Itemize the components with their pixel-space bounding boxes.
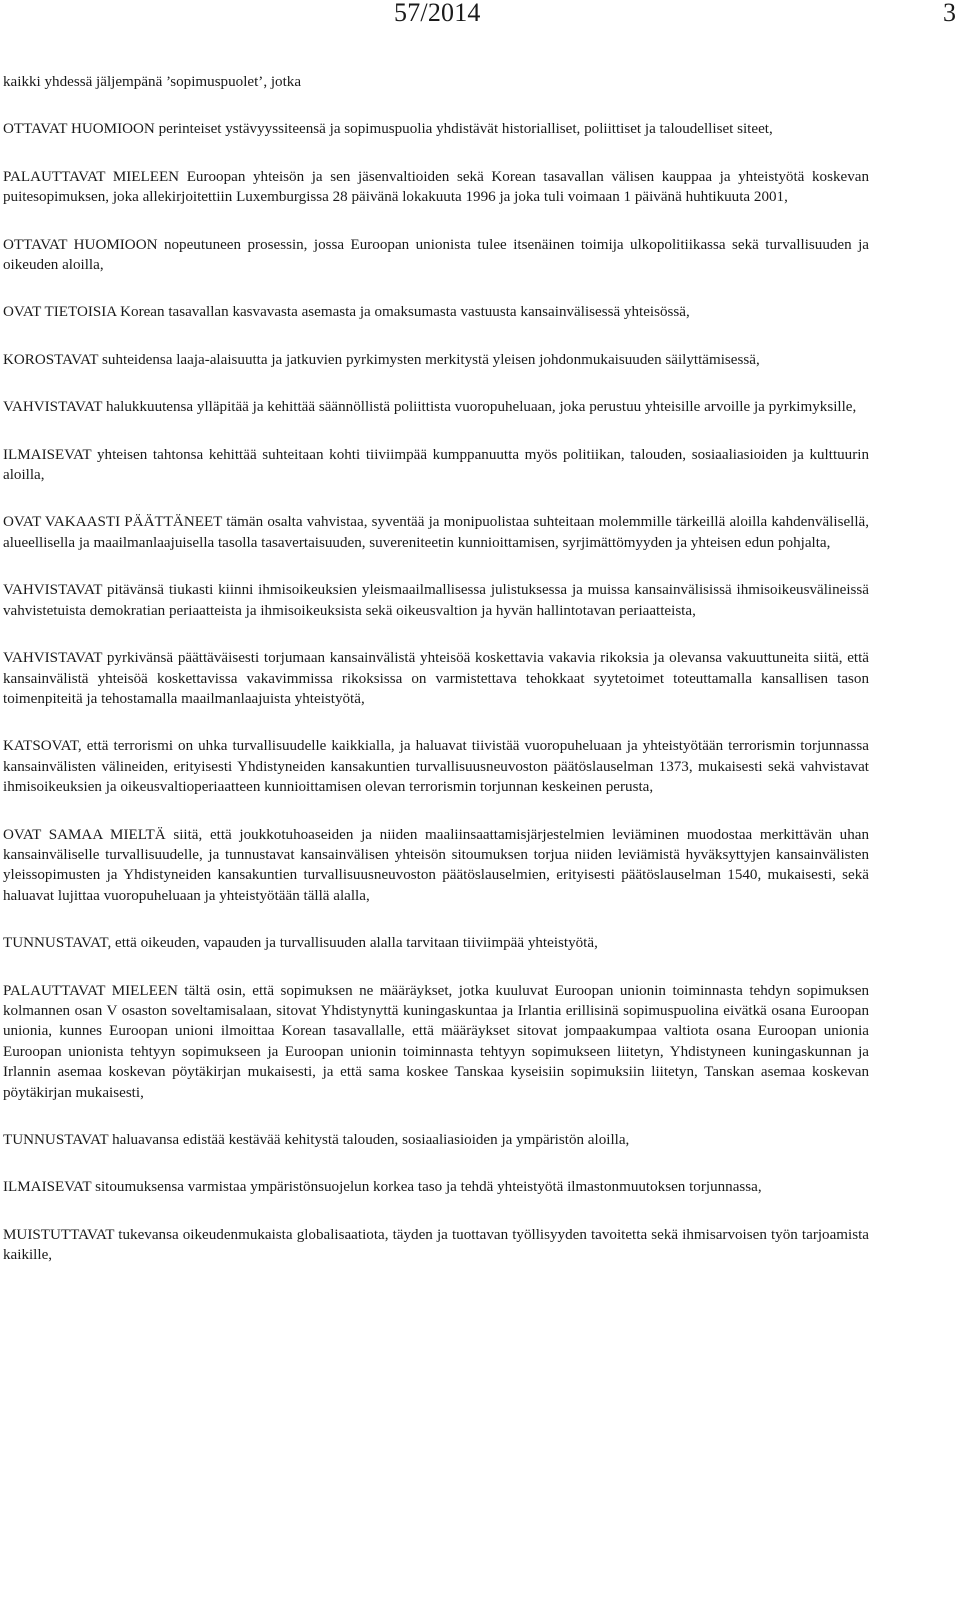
paragraph-intro: kaikki yhdessä jäljempänä ’sopimuspuolet’, jotka [3, 74, 302, 90]
issue-number: 57/2014 [394, 0, 481, 27]
paragraph-recital: KATSOVAT, että terrorismi on uhka turvallisuudelle kaikkialla, ja haluavat tiivistää vuoropuheluaan ja yhteistyötään terrorismin torjunnassa kansainvälisten välineiden, erityisesti Yhdistyneiden kansakuntien turvallisuusneuvoston päätöslauselman 1373, mukaisesti sekä vahvistavat ihmisoikeuksien ja oikeusvaltioperiaatteen kunnioittamisen olevan terrorismin torjunnan keskeinen perusta, [3, 738, 869, 796]
paragraph-recital: PALAUTTAVAT MIELEEN tältä osin, että sopimuksen ne määräykset, jotka kuuluvat Euroopan unionin toiminnasta tehdyn sopimuksen kolmannen osan V osaston soveltamisalaan, sitovat Yhdistynyttä kuningaskuntaa ja Irlantia erillisinä sopimuspuolina eivätkä osana Euroopan unionia, kunnes Euroopan unioni ilmoittaa Korean tasavallalle, että määräykset sitovat jompaakumpaa valtiota osana Euroopan unionia Euroopan unionista tehtyyn sopimukseen ja Euroopan unionin toiminnasta tehtyyn sopimukseen liitetyn, Yhdistyneen kuningaskunnan ja Irlannin asemaa koskevan pöytäkirjan mukaisesti, ja että sama koskee Tanskaa kyseisiin sopimuksiin liitetyn, Tanskan asemaa koskevan pöytäkirjan mukaisesti, [3, 982, 869, 1101]
paragraph-recital: VAHVISTAVAT pitävänsä tiukasti kiinni ihmisoikeuksien yleismaailmallisessa julistuksessa ja muissa kansainvälisissä ihmisoikeusvälineissä vahvistetuista demokratian periaatteista ja ihmisoikeuksista sekä oikeusvaltion ja hyvän hallintotavan periaatteista, [3, 582, 869, 619]
paragraph-recital: TUNNUSTAVAT, että oikeuden, vapauden ja turvallisuuden alalla tarvitaan tiiviimpää yhteistyötä, [3, 935, 598, 952]
paragraph-recital: ILMAISEVAT sitoumuksensa varmistaa ympäristönsuojelun korkea taso ja tehdä yhteistyötä ilmastonmuutoksen torjunnassa, [3, 1179, 762, 1196]
paragraph-recital: OVAT VAKAASTI PÄÄTTÄNEET tämän osalta vahvistaa, syventää ja monipuolistaa suhteitaan molemmille tärkeillä aloilla kahdenvälisellä, alueellisella ja maailmanlaajuisella tasolla tasavertaisuuden, suvereniteetin kunnioittamisen, syrjimättömyyden ja yhteisen edun pohjalta, [3, 514, 869, 551]
paragraph-recital: VAHVISTAVAT halukkuutensa ylläpitää ja kehittää säännöllistä poliittista vuoropuheluaan, joka perustuu yhteisille arvoille ja pyrkimyksille, [3, 399, 857, 416]
paragraph-recital: OTTAVAT HUOMIOON perinteiset ystävyyssiteensä ja sopimuspuolia yhdistävät historialliset, poliittiset ja taloudelliset siteet, [3, 121, 773, 138]
page-number: 3 [943, 0, 956, 27]
document-body [3, 72, 869, 1293]
paragraph-recital: VAHVISTAVAT pyrkivänsä päättäväisesti torjumaan kansainvälistä yhteisöä koskettavia vakavia rikoksia ja olevansa vakuuttuneita siitä, että kansainvälistä yhteisöä koskettavissa vakavimmissa rikoksissa on varmistettava tehokkaat syytetoimet toteuttamalla kansallisen tason toimenpiteitä ja tehostamalla maailmanlaajuista yhteistyötä, [3, 650, 869, 707]
paragraph-recital: MUISTUTTAVAT tukevansa oikeudenmukaista globalisaatiota, täyden ja tuottavan työllisyyden tavoitetta sekä ihmisarvoisen työn tarjoamista kaikille, [3, 1226, 869, 1264]
paragraph-recital: ILMAISEVAT yhteisen tahtonsa kehittää suhteitaan kohti tiiviimpää kumppanuutta myös politiikan, talouden, sosiaaliasioiden ja kulttuurin aloilla, [3, 446, 869, 484]
paragraph-recital: OVAT SAMAA MIELTÄ siitä, että joukkotuhoaseiden ja niiden maaliinsaattamisjärjestelmien leviäminen muodostaa merkittävän uhan kansainväliselle turvallisuudelle, ja tunnustavat kansainvälisen yhteisön sitoumuksen torjua niiden leviämistä hyväksyttyjen kansainvälisten yleissopimusten ja Yhdistyneiden kansakuntien turvallisuusneuvoston päätöslauselmien, erityisesti päätöslauselman 1540, mukaisesti, sekä haluavat lujittaa vuoropuheluaan ja yhteistyötään tällä alalla, [3, 826, 869, 904]
page-header [0, 0, 960, 30]
paragraph-recital: KOROSTAVAT suhteidensa laaja-alaisuutta ja jatkuvien pyrkimysten merkitystä yleisen johdonmukaisuuden säilyttämisessä, [3, 351, 760, 368]
paragraph-recital: OVAT TIETOISIA Korean tasavallan kasvavasta asemasta ja omaksumasta vastuusta kansainvälisessä yhteisössä, [3, 304, 690, 321]
paragraph-recital: OTTAVAT HUOMIOON nopeutuneen prosessin, jossa Euroopan unionista tulee itsenäinen toimija ulkopolitiikassa sekä turvallisuuden ja oikeuden aloilla, [3, 236, 869, 274]
paragraph-recital: PALAUTTAVAT MIELEEN Euroopan yhteisön ja sen jäsenvaltioiden sekä Korean tasavallan välisen kauppaa ja yhteistyötä koskevan puitesopimuksen, joka allekirjoitettiin Luxemburgissa 28 päivänä lokakuuta 1996 ja joka tuli voimaan 1 päivänä huhtikuuta 2001, [3, 168, 869, 206]
paragraph-recital: TUNNUSTAVAT haluavansa edistää kestävää kehitystä talouden, sosiaaliasioiden ja ympäristön aloilla, [3, 1132, 630, 1148]
